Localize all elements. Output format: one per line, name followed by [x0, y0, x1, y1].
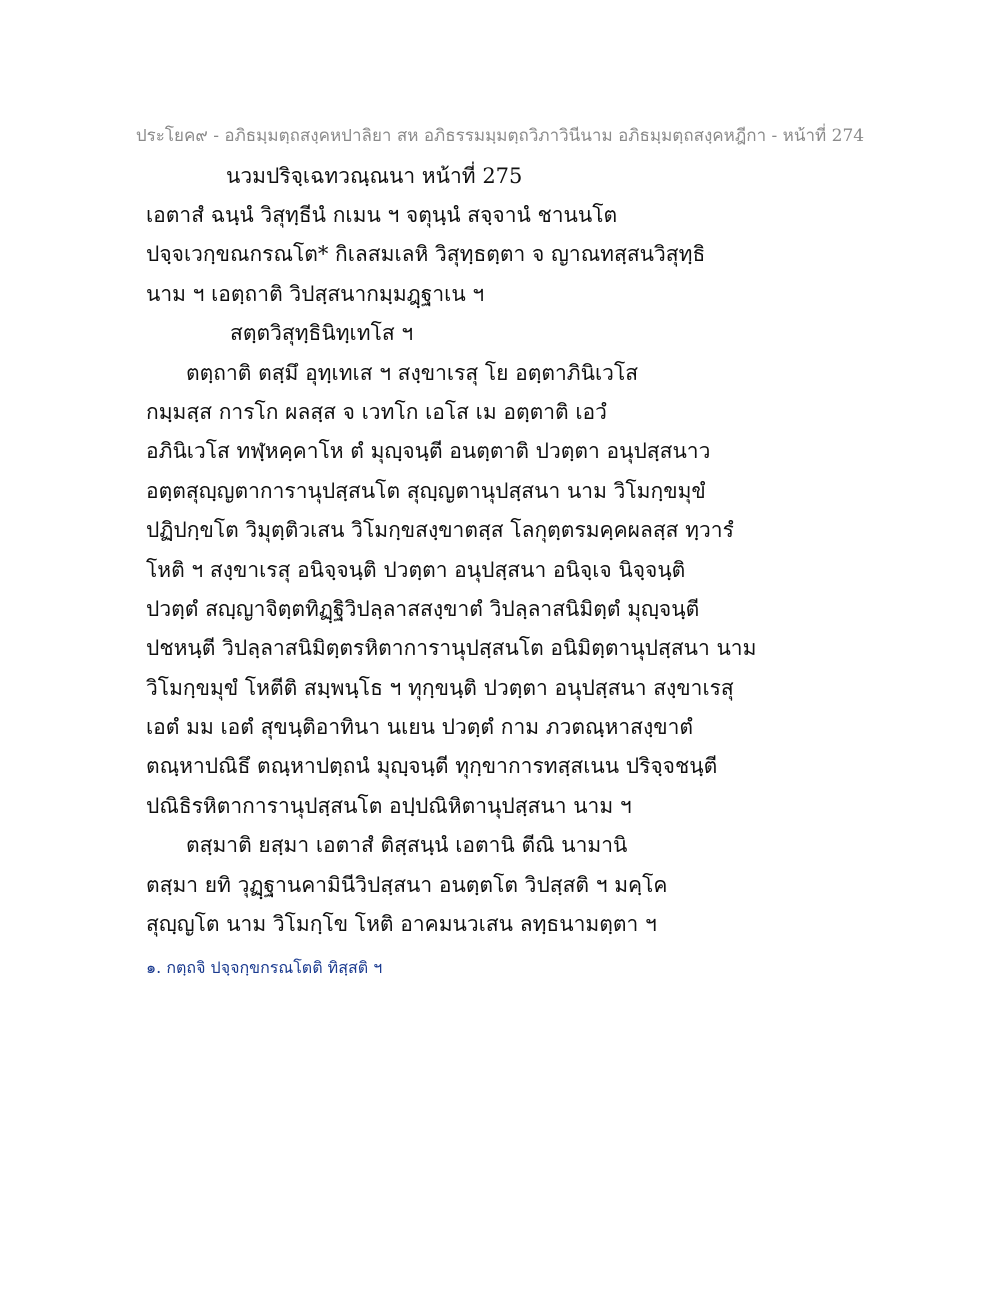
text-line: นาม ฯ เอตฺถาติ วิปสฺสนากมฺมฎฺฐาเน ฯ	[146, 281, 485, 306]
text-line: ปณิธิรหิตาการานุปสฺสนโต อปฺปณิหิตานุปสฺสนา นาม ฯ	[146, 793, 632, 818]
footnote: ๑. กตฺถจิ ปจฺจกฺขกรณโตติ ทิสฺสติ ฯ	[146, 958, 383, 977]
text-line: ปจฺจเวกฺขณกรณโต* กิเลสมเลหิ วิสุทฺธตฺตา จ ญาณทสฺสนวิสุทฺธิ	[146, 242, 706, 267]
text-line: วิโมกฺขมุขํ โหตีติ สมฺพนฺโธ ฯ ทุกฺขนฺติ ปวตฺตา อนุปสฺสนา สงฺขาเรสุ	[146, 675, 734, 700]
page-heading: นวมปริจฺเฉทวณฺณนา หน้าที่ 275	[226, 164, 523, 188]
text-line: เอตํ มม เอตํ สุขนฺติอาทินา นเยน ปวตฺตํ กาม ภวตณฺหาสงฺขาตํ	[146, 715, 694, 740]
text-line: ปฏิปกฺขโต วิมุตฺติวเสน วิโมกฺขสงฺขาตสฺส โลกุตฺตรมคฺคผลสฺส ทฺวารํ	[146, 518, 734, 543]
section-heading: สตฺตวิสุทฺธินิทฺเทโส ฯ	[230, 321, 414, 346]
text-line: ปวตฺตํ สญฺญาจิตฺตทิฏฺฐิวิปลฺลาสสงฺขาตํ วิปลฺลาสนิมิตฺตํ มุญฺจนฺตี	[146, 596, 700, 621]
text-line: ตสฺมาติ ยสฺมา เอตาสํ ติสฺสนฺนํ เอตานิ ตีณิ นามานิ	[186, 833, 628, 858]
text-line: ปชหนฺตี วิปลฺลาสนิมิตฺตรหิตาการานุปสฺสนโต อนิมิตฺตานุปสฺสนา นาม	[146, 636, 757, 661]
text-line: ตณฺหาปณิธึ ตณฺหาปตฺถนํ มุญฺจนฺตี ทุกฺขาการทสฺสเนน ปริจฺจชนฺตี	[146, 754, 718, 779]
text-line: กมฺมสฺส การโก ผลสฺส จ เวทโก เอโส เม อตฺตาติ เอวํ	[146, 399, 607, 424]
text-line: ตตฺถาติ ตสฺมึ อุทฺเทเส ฯ สงฺขาเรสุ โย อตฺตาภินิเวโส	[186, 360, 639, 385]
body-text	[146, 196, 757, 944]
text-line: สุญฺญโต นาม วิโมกฺโข โหติ อาคมนวเสน ลทฺธนามตฺตา ฯ	[146, 912, 657, 937]
text-line: โหติ ฯ สงฺขาเรสุ อนิจฺจนฺติ ปวตฺตา อนุปสฺสนา อนิจฺเจ นิจฺจนฺติ	[146, 557, 686, 582]
running-header: ประโยค๙ - อภิธมฺมตฺถสงฺคหปาลิยา สห อภิธรรมมฺมตฺถวิภาวินีนาม อภิธมฺมตฺถสงฺคหฎีกา - หน้าที่ 274	[135, 126, 865, 146]
text-line: เอตาสํ ฉนฺนํ วิสุทฺธีนํ กเมน ฯ จตุนฺนํ สจฺจานํ ชานนโต	[146, 203, 618, 227]
text-line: อภินิเวโส ทฬฺหคฺคาโห ตํ มุญฺจนฺตี อนตฺตาติ ปวตฺตา อนุปสฺสนาว	[146, 439, 711, 464]
text-line: ตสฺมา ยทิ วุฏฺฐานคามินีวิปสฺสนา อนตฺตโต วิปสฺสติ ฯ มคฺโค	[146, 872, 668, 897]
text-line: อตฺตสุญฺญตาการานุปสฺสนโต สุญฺญตานุปสฺสนา นาม วิโมกฺขมุขํ	[146, 478, 706, 503]
